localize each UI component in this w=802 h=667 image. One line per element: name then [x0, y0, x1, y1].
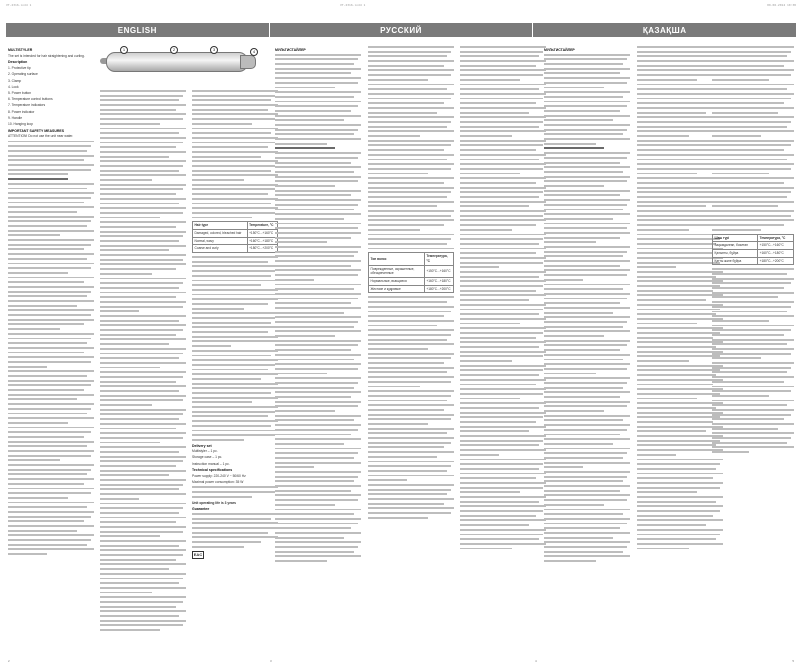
table-cell: +150°C...+160°C [424, 265, 453, 277]
delivery-title: Delivery set [192, 443, 212, 448]
table-header: Температура, °С [424, 253, 453, 265]
kazakh-col-2 [637, 46, 723, 646]
table-cell: Normal, wavy [193, 237, 248, 245]
description-item: 1. Protective tip [8, 66, 31, 71]
lang-english: ENGLISH [6, 23, 269, 37]
russian-title: МУЛЬТИСТАЙЛЕР [275, 48, 306, 52]
english-col-1 [8, 46, 94, 646]
callout-4: 4 [250, 48, 258, 56]
description-item: 2. Operating surface [8, 72, 38, 77]
file-code-center: VT-2316.indd 1 [340, 3, 366, 7]
table-cell: Damaged, colored, bleached hair [193, 229, 248, 237]
english-title: MULTISTYLER [8, 48, 33, 52]
description-item: 8. Power indicator [8, 109, 35, 114]
safety-title: IMPORTANT SAFETY MEASURES [8, 128, 65, 133]
table-header: Шаш түрі [713, 234, 758, 242]
description-item: 7. Temperature indicators [8, 103, 46, 108]
kazakh-col-1 [544, 46, 630, 646]
lang-russian: РУССКИЙ [269, 23, 533, 37]
page-number: 3 [270, 659, 272, 663]
russian-temperature-table [368, 252, 454, 293]
description-item: 9. Handle [8, 115, 23, 120]
table-header: Hair type [193, 222, 248, 230]
table-cell: +180°C...+200°C [247, 245, 277, 253]
description-item: 5. Power button [8, 90, 32, 95]
page-number: 5 [792, 659, 794, 663]
table-cell: +180°C...+200°C [424, 285, 453, 293]
file-code-left: VT-2316.indd 1 [6, 3, 32, 7]
table-header: Temperature, °C [247, 222, 277, 230]
description-item: 10. Hanging loop [8, 121, 33, 126]
language-header [6, 23, 796, 37]
english-temperature-table [192, 221, 278, 253]
multistyler-image [106, 52, 248, 72]
table-cell: Coarse and curly [193, 245, 248, 253]
callout-2: 2 [170, 46, 178, 54]
russian-col-1 [275, 46, 361, 646]
kazakh-temperature-table [712, 234, 794, 266]
page-number: 4 [535, 659, 537, 663]
english-col-2 [100, 90, 186, 646]
table-header: Тип волос [369, 253, 425, 265]
table-cell: +160°C...+180°C [758, 249, 794, 257]
page-number: 2 [8, 659, 10, 663]
lang-kazakh: ҚАЗАҚША [532, 23, 796, 37]
file-code-right: 09.06.2014 10:38 [767, 3, 796, 7]
safety-attention: ATTENTION! Do not use the unit near water. [8, 134, 74, 139]
description-item: 3. Clamp [8, 78, 22, 83]
table-cell: +160°C...+180°C [247, 237, 277, 245]
table-cell: Қатты және бұйра [713, 257, 758, 265]
table-cell: +180°C...+200°C [758, 257, 794, 265]
product-illustration [100, 46, 260, 76]
tech-item: Maximal power consumption: 35 W [192, 480, 244, 485]
table-cell: Зақымдалған, боялған [713, 242, 758, 250]
delivery-item: Storage case – 1 pc. [192, 455, 223, 460]
callout-1: 1 [120, 46, 128, 54]
russian-col-3 [460, 46, 546, 646]
eac-mark: EAC [193, 551, 203, 557]
guarantee-title: Guarantee [192, 507, 210, 512]
delivery-item: Multistyler – 1 pc. [192, 449, 218, 454]
service-life: Unit operating life is 3 years [192, 500, 236, 505]
table-cell: Поврежденные, окрашенные, обесцвеченные [369, 265, 425, 277]
description-item: 6. Temperature control buttons [8, 97, 53, 102]
tech-item: Power supply: 220-240 V ~ 50/60 Hz [192, 474, 246, 479]
table-cell: +160°C...+180°C [424, 278, 453, 286]
english-intended: The set is intended for hair straightening and curling. [8, 53, 85, 58]
callout-3: 3 [210, 46, 218, 54]
table-cell: Жесткие и кудрявые [369, 285, 425, 293]
description-item: 4. Lock [8, 84, 19, 89]
description-title: Description [8, 60, 28, 65]
english-col-3 [192, 90, 278, 646]
table-header: Температура, °С [758, 234, 794, 242]
table-cell: +150°C...+160°C [247, 229, 277, 237]
table-cell: Қалыпты, бұйра [713, 249, 758, 257]
delivery-item: Instruction manual – 1 pc. [192, 461, 230, 466]
kazakh-col-3 [712, 46, 794, 646]
table-cell: Нормальные, вьющиеся [369, 278, 425, 286]
tip-image [240, 55, 256, 69]
russian-col-2 [368, 46, 454, 646]
kazakh-title: МУЛЬТИСТАЙЛЕР [544, 48, 575, 52]
tech-title: Technical specifications [192, 468, 233, 473]
table-cell: +150°C...+160°C [758, 242, 794, 250]
